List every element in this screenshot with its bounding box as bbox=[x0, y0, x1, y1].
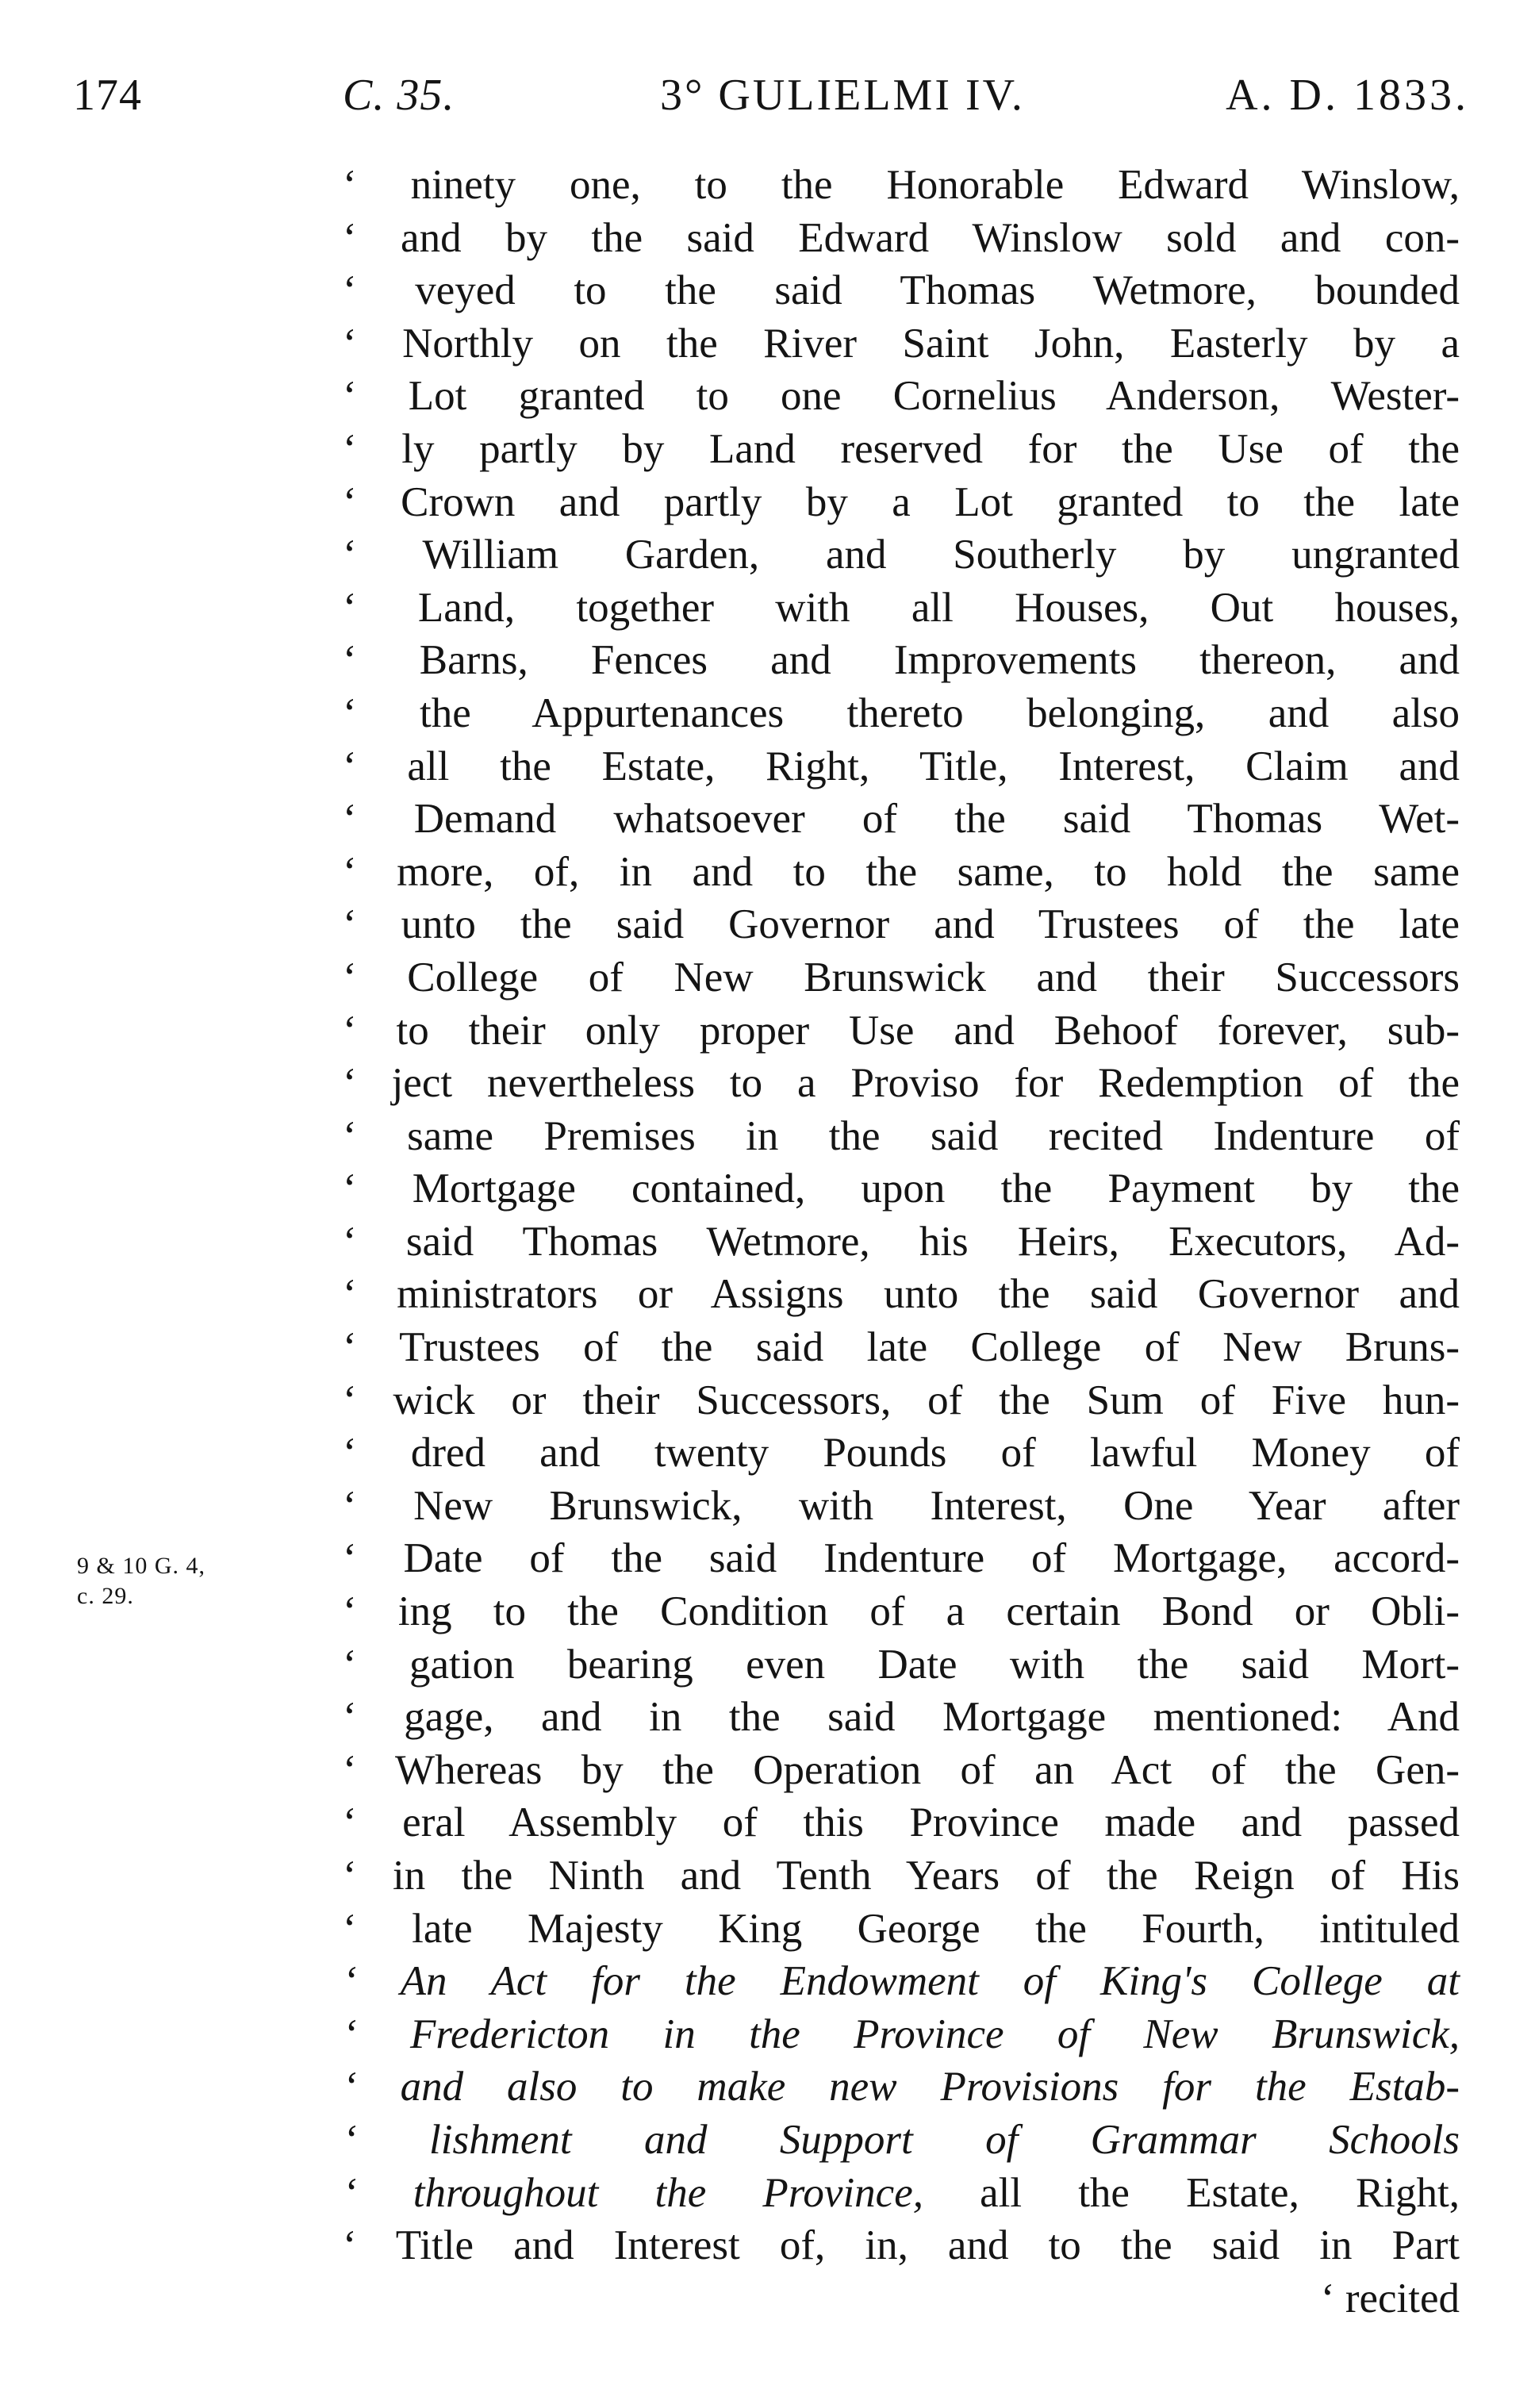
text-line: ‘ ninety one, to the Honorable Edward Winslow, bbox=[343, 162, 1460, 208]
text-line: ‘ Whereas by the Operation of an Act of the Gen- bbox=[343, 1746, 1460, 1793]
text-line: ‘ Demand whatsoever of the said Thomas Wet- bbox=[343, 796, 1460, 843]
act-title-text: ‘ and also to make new Provisions for the Estab- bbox=[343, 2064, 1460, 2110]
text-line: ‘ William Garden, and Southerly by ungranted bbox=[343, 532, 1460, 578]
text-line: ‘ gage, and in the said Mortgage mentioned: And bbox=[343, 1694, 1460, 1741]
act-title-line bbox=[343, 2114, 1460, 2167]
year-heading: A. D. 1833. bbox=[1226, 71, 1469, 120]
text-line: ‘ Land, together with all Houses, Out houses, bbox=[343, 584, 1460, 631]
body-text bbox=[343, 159, 1460, 2325]
text-line: ‘ and by the said Edward Winslow sold and con- bbox=[343, 214, 1460, 261]
text-line: ‘ late Majesty King George the Fourth, intituled bbox=[343, 1905, 1460, 1952]
act-title-line bbox=[343, 2008, 1460, 2061]
marginal-note-line: c. 29. bbox=[77, 1583, 134, 1609]
act-title-line bbox=[343, 2060, 1460, 2114]
page-number: 174 bbox=[73, 71, 142, 120]
text-fragment: all the Estate, Right, bbox=[923, 2169, 1460, 2216]
marginal-note bbox=[77, 1551, 315, 1611]
marginal-note-line: 9 & 10 G. 4, bbox=[77, 1553, 205, 1579]
text-line: ‘ dred and twenty Pounds of lawful Money of bbox=[343, 1430, 1460, 1477]
running-head bbox=[73, 70, 1469, 133]
text-line bbox=[343, 2167, 1460, 2220]
chapter-reference: C. 35. bbox=[343, 71, 455, 120]
text-line: ‘ eral Assembly of this Province made and passed bbox=[343, 1799, 1460, 1846]
text-line: ‘ gation bearing even Date with the said Mort- bbox=[343, 1641, 1460, 1688]
regnal-year: 3° GULIELMI IV. bbox=[660, 71, 1025, 120]
act-title-text: ‘ An Act for the Endowment of King's College at bbox=[343, 1958, 1460, 2005]
text-line: ‘ Barns, Fences and Improvements thereon, and bbox=[343, 637, 1460, 684]
text-line: ‘ more, of, in and to the same, to hold the same bbox=[343, 848, 1460, 895]
text-line: ‘ the Appurtenances thereto belonging, and also bbox=[343, 689, 1460, 736]
text-line: ‘ Date of the said Indenture of Mortgage, accord- bbox=[343, 1535, 1460, 1582]
text-line: ‘ College of New Brunswick and their Successors bbox=[343, 954, 1460, 1000]
act-title-text: ‘ lishment and Support of Grammar Schools bbox=[343, 2116, 1460, 2163]
act-title-line bbox=[343, 1955, 1460, 2008]
text-line: ‘ veyed to the said Thomas Wetmore, bounded bbox=[343, 267, 1460, 314]
text-line: ‘ Title and Interest of, in, and to the said in Part bbox=[343, 2222, 1460, 2269]
text-line: ‘ said Thomas Wetmore, his Heirs, Executors, Ad- bbox=[343, 1218, 1460, 1265]
text-line: ‘ Lot granted to one Cornelius Anderson, Wester- bbox=[343, 373, 1460, 420]
text-line: ‘ Trustees of the said late College of New Bruns- bbox=[343, 1324, 1460, 1371]
act-title-text: ‘ throughout the Province, bbox=[343, 2169, 923, 2216]
act-title-text: ‘ Fredericton in the Province of New Brunswick, bbox=[343, 2011, 1460, 2057]
text-line: ‘ wick or their Successors, of the Sum of Five hun- bbox=[343, 1377, 1460, 1423]
text-line: ‘ ing to the Condition of a certain Bond or Obli- bbox=[343, 1588, 1460, 1635]
text-line: ‘ ject nevertheless to a Proviso for Redemption of the bbox=[343, 1060, 1460, 1107]
catchword: ‘ recited bbox=[1320, 2275, 1460, 2322]
text-line: ‘ New Brunswick, with Interest, One Year after bbox=[343, 1482, 1460, 1529]
text-line: ‘ Mortgage contained, upon the Payment by the bbox=[343, 1166, 1460, 1212]
text-line: ‘ Crown and partly by a Lot granted to the late bbox=[343, 478, 1460, 525]
text-line: ‘ ministrators or Assigns unto the said Governor and bbox=[343, 1271, 1460, 1318]
text-line: ‘ all the Estate, Right, Title, Interest, Claim and bbox=[343, 743, 1460, 789]
text-line: ‘ Northly on the River Saint John, Easterly by a bbox=[343, 320, 1460, 367]
text-line: ‘ in the Ninth and Tenth Years of the Reign of His bbox=[343, 1853, 1460, 1899]
text-line: ‘ to their only proper Use and Behoof forever, sub- bbox=[343, 1007, 1460, 1054]
text-line: ‘ same Premises in the said recited Indenture of bbox=[343, 1112, 1460, 1159]
text-line: ‘ unto the said Governor and Trustees of the late bbox=[343, 901, 1460, 948]
text-line: ‘ ly partly by Land reserved for the Use of the bbox=[343, 425, 1460, 472]
